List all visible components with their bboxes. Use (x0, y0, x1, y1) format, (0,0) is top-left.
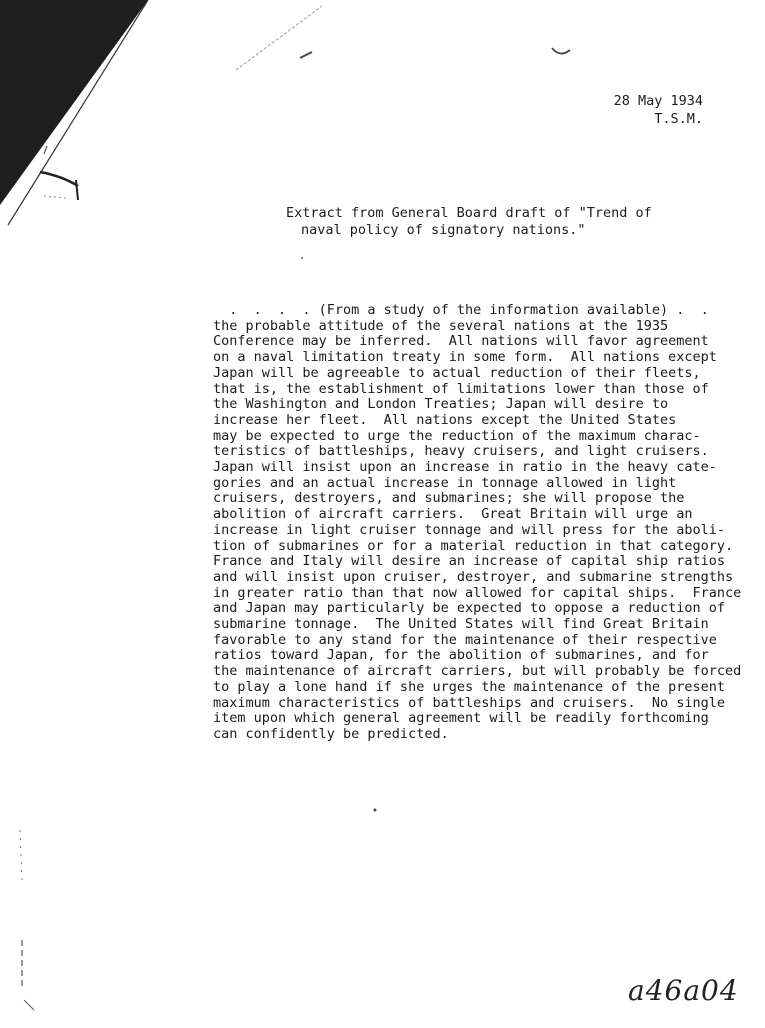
body-line: ratios toward Japan, for the abolition of submarines, and for (213, 647, 709, 664)
body-line: gories and an actual increase in tonnage allowed in light (213, 474, 677, 491)
scan-shadow-top-left (0, 0, 148, 205)
body-line: increase her fleet. All nations except the United States (213, 411, 677, 428)
body-line: favorable to any stand for the maintenance of their respective (213, 631, 717, 648)
title-line-2: naval policy of signatory nations." (301, 222, 586, 238)
body-line: to play a lone hand if she urges the maintenance of the present (213, 678, 726, 695)
left-edge-mark (44, 146, 47, 154)
body-line: the probable attitude of the several nations at the 1935 (213, 317, 669, 334)
body-line: France and Italy will desire an increase of capital ship ratios (213, 553, 726, 570)
body-line: cruisers, destroyers, and submarines; she will propose the (213, 490, 685, 507)
body-line: that is, the establishment of limitations lower than those of (213, 380, 709, 397)
scan-dot-2 (374, 809, 377, 812)
document-title (286, 205, 706, 239)
body-line: Japan will insist upon an increase in ratio in the heavy cate- (213, 459, 717, 476)
body-line: can confidently be predicted. (213, 725, 449, 742)
body-line: submarine tonnage. The United States will find Great Britain (213, 616, 709, 633)
scan-mark-right (552, 48, 570, 54)
scan-pencil-stroke-2 (300, 52, 312, 58)
body-line: Conference may be inferred. All nations will favor agreement (213, 333, 709, 350)
body-line: item upon which general agreement will be readily forthcoming (213, 710, 709, 727)
body-line: the Washington and London Treaties; Japan will desire to (213, 396, 669, 413)
body-line: the maintenance of aircraft carriers, but will probably be forced (213, 663, 742, 680)
body-line: in greater ratio than that now allowed for capital ships. France (213, 584, 742, 601)
body-line: increase in light cruiser tonnage and will press for the aboli- (213, 521, 726, 538)
body-line: . . . . (From a study of the information available) . . (213, 302, 709, 318)
body-line: teristics of battleships, heavy cruisers, and light cruisers. (213, 443, 709, 460)
left-margin-noise-3 (24, 1000, 34, 1010)
body-line: maximum characteristics of battleships and cruisers. No single (213, 694, 726, 711)
body-line: on a naval limitation treaty in some form. All nations except (213, 349, 717, 366)
document-date: 28 May 1934 (613, 93, 703, 109)
body-line: may be expected to urge the reduction of the maximum charac- (213, 427, 701, 444)
body-paragraph (213, 302, 742, 743)
body-line: tion of submarines or for a material reduction in that category. (213, 537, 734, 554)
body-line: Japan will be agreeable to actual reduction of their fleets, (213, 364, 701, 381)
scan-pencil-stroke (236, 6, 322, 70)
author-initials: T.S.M. (654, 111, 703, 127)
left-margin-noise (20, 830, 22, 880)
title-line-1: Extract from General Board draft of "Trend of (286, 205, 652, 221)
binding-mark-2 (76, 180, 78, 200)
scan-dot (301, 257, 303, 259)
date-block (614, 92, 703, 128)
body-line: and will insist upon cruiser, destroyer, and submarine strengths (213, 568, 734, 585)
binding-mark (40, 172, 78, 186)
body-line: and Japan may particularly be expected to oppose a reduction of (213, 600, 726, 617)
handwritten-archive-code: a46a04 (628, 974, 739, 1007)
body-line: abolition of aircraft carriers. Great Britain will urge an (213, 506, 693, 523)
binding-mark-3 (44, 196, 66, 198)
